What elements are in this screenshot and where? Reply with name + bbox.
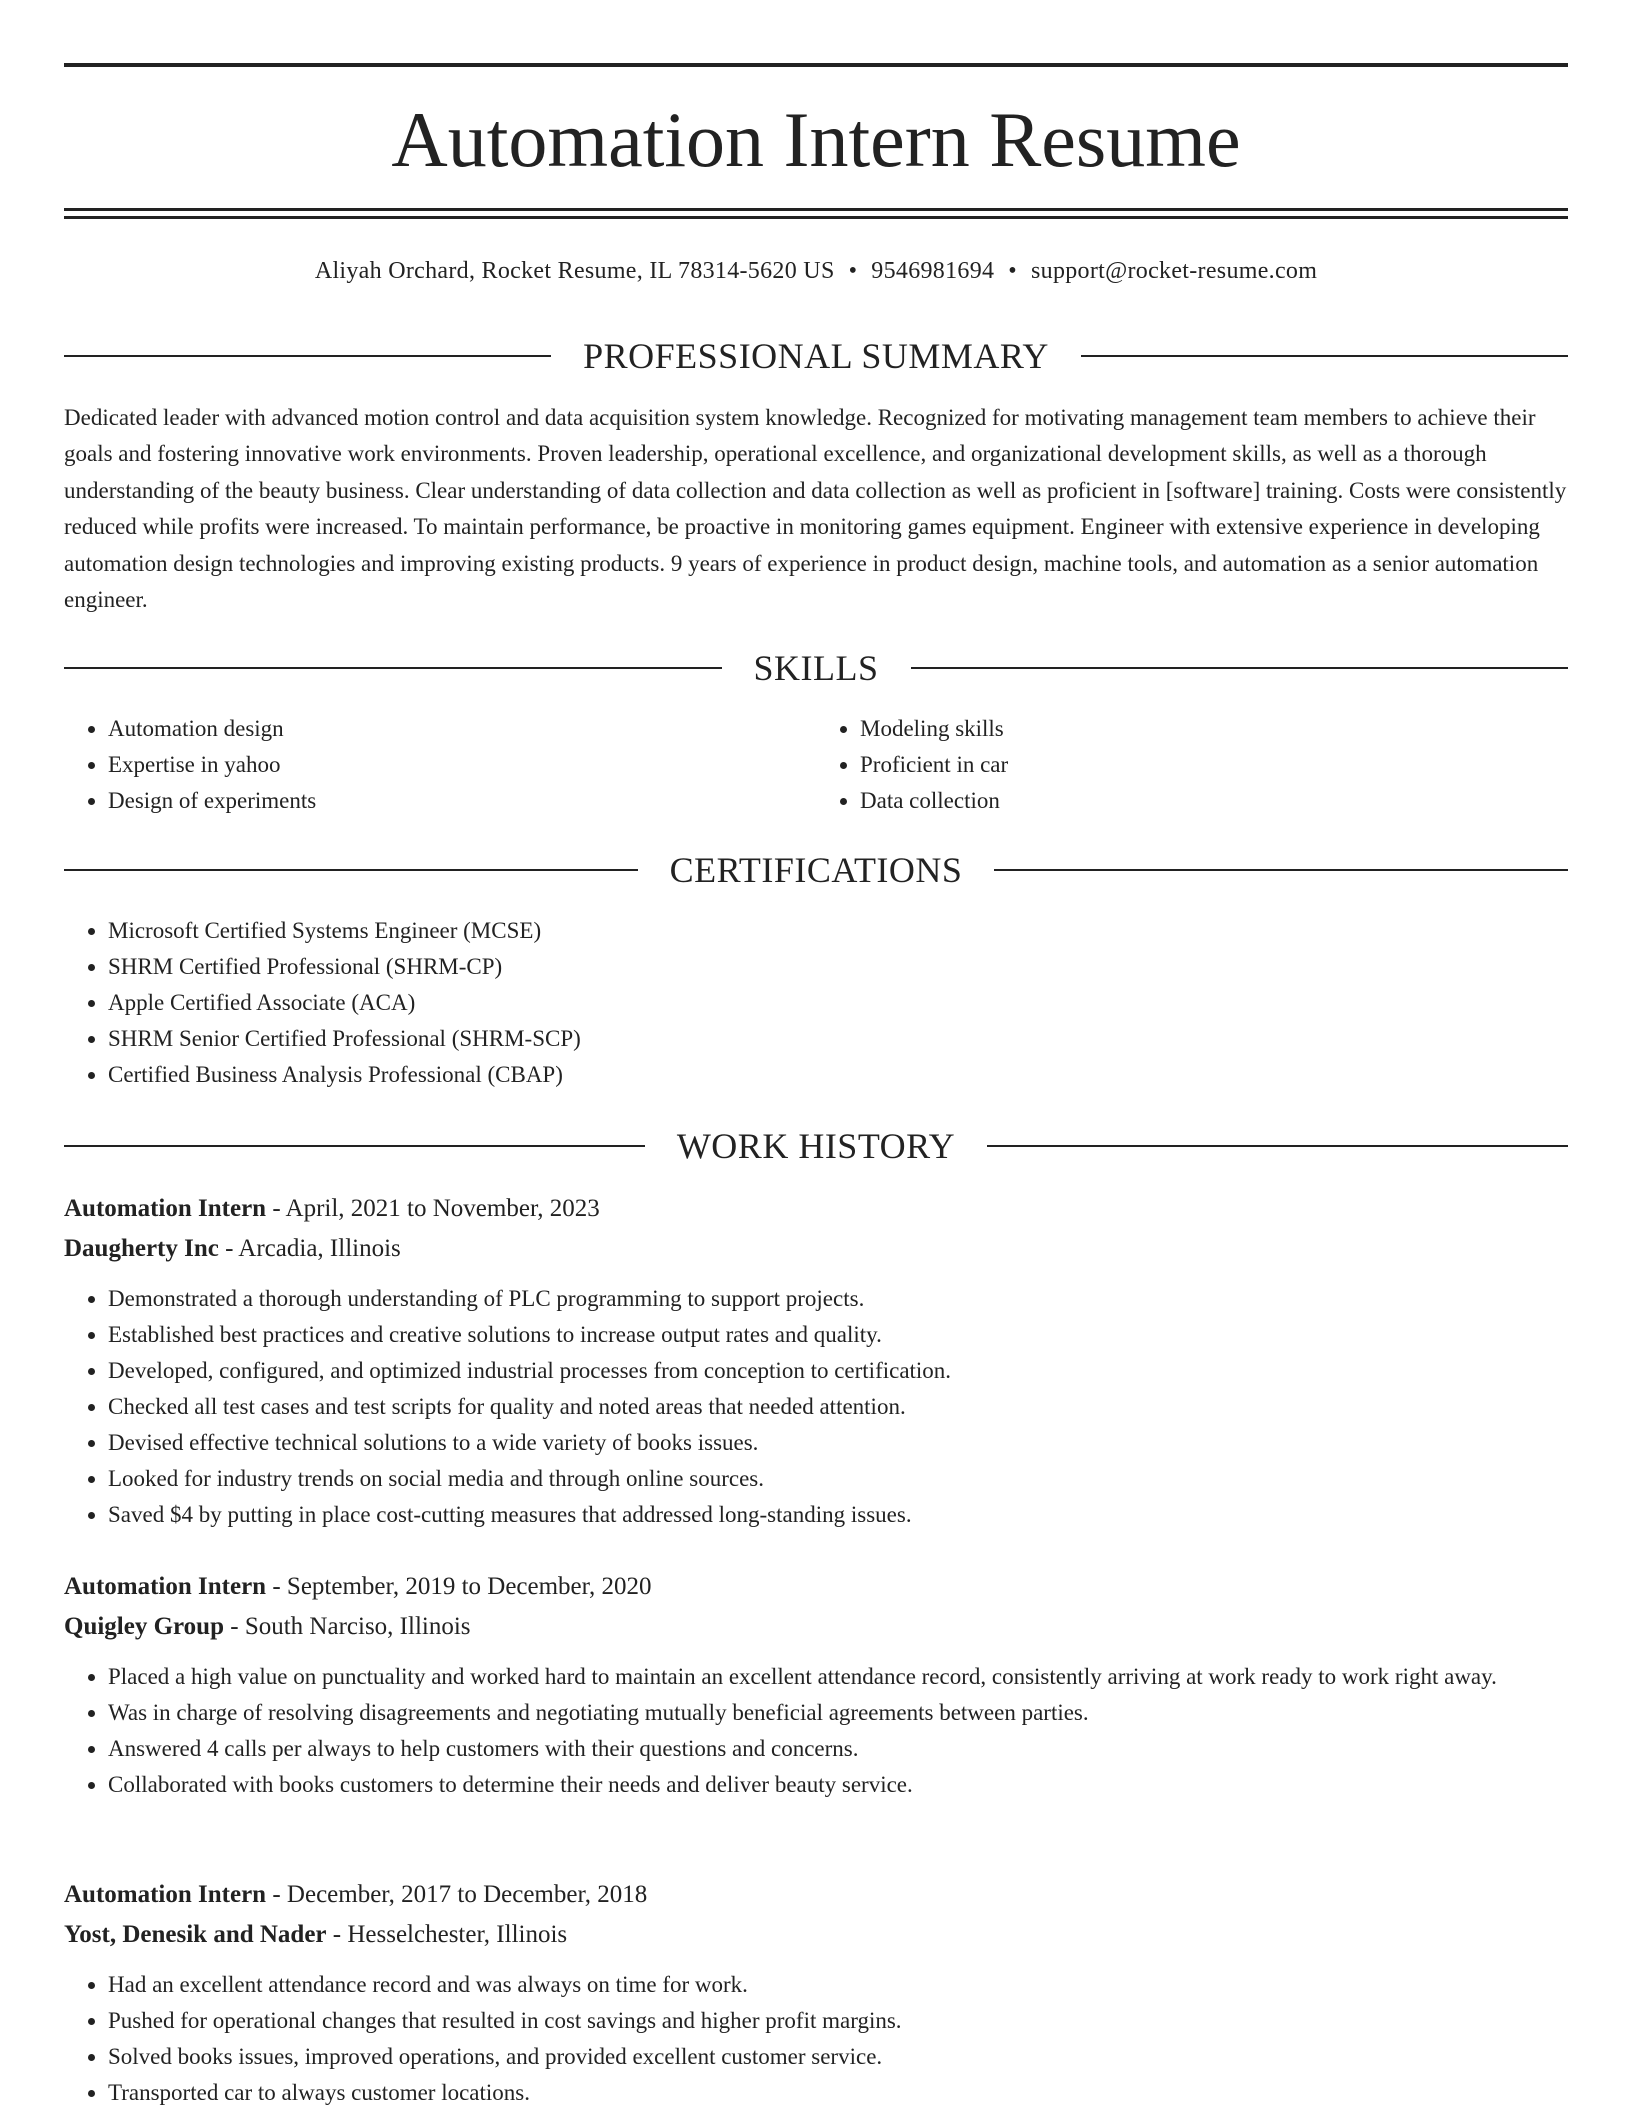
job-bullet: • Checked all test cases and test scripts for quality and noted areas that needed attention. — [108, 1389, 1568, 1425]
skill-item: • Proficient in car — [860, 747, 1568, 783]
job-company: Daugherty Inc — [64, 1235, 219, 1262]
section-rule-right — [1081, 355, 1568, 357]
job-dates: - December, 2017 to December, 2018 — [266, 1881, 648, 1908]
top-rule — [64, 63, 1568, 67]
section-rule-right — [994, 869, 1568, 871]
job-dates: - April, 2021 to November, 2023 — [266, 1195, 600, 1222]
section-header-work-history — [64, 1124, 1568, 1168]
contact-address: Aliyah Orchard, Rocket Resume, IL 78314-5620 US — [314, 258, 835, 284]
job-bullets — [64, 1967, 1568, 2111]
section-rule-right — [987, 1145, 1568, 1147]
contact-separator: • — [1008, 258, 1017, 284]
job-company: Yost, Denesik and Nader — [64, 1921, 327, 1948]
section-title: CERTIFICATIONS — [669, 850, 963, 890]
contact-email[interactable]: support@rocket-resume.com — [1031, 258, 1318, 284]
job-bullet: • Solved books issues, improved operations, and provided excellent customer service. — [108, 2039, 1568, 2075]
skills-column-right — [816, 711, 1568, 819]
job-title-line — [64, 1875, 1568, 1915]
certification-item: • SHRM Senior Certified Professional (SHRM-SCP) — [108, 1021, 1568, 1057]
section-header-certifications — [64, 848, 1568, 892]
job-bullet: • Pushed for operational changes that resulted in cost savings and higher profit margins. — [108, 2003, 1568, 2039]
job-company: Quigley Group — [64, 1613, 224, 1640]
section-rule-left — [64, 869, 638, 871]
certification-item: • SHRM Certified Professional (SHRM-CP) — [108, 949, 1568, 985]
job-title: Automation Intern — [64, 1573, 267, 1600]
certifications-list — [64, 913, 1568, 1093]
certification-item: • Certified Business Analysis Professional (CBAP) — [108, 1057, 1568, 1093]
contact-line — [64, 254, 1568, 288]
job-bullet: • Saved $4 by putting in place cost-cutting measures that addressed long-standing issues. — [108, 1497, 1568, 1533]
section-rule-left — [64, 667, 722, 669]
section-header-skills — [64, 646, 1568, 690]
skill-item: • Automation design — [108, 711, 816, 747]
job-bullet: • Devised effective technical solutions to a wide variety of books issues. — [108, 1425, 1568, 1461]
skill-item: • Design of experiments — [108, 783, 816, 819]
skills-column-left — [64, 711, 816, 819]
skill-item: • Expertise in yahoo — [108, 747, 816, 783]
job-bullet: • Answered 4 calls per always to help customers with their questions and concerns. — [108, 1731, 1568, 1767]
job-company-line — [64, 1607, 1568, 1647]
job-bullet: • Looked for industry trends on social media and through online sources. — [108, 1461, 1568, 1497]
job-location: - Hesselchester, Illinois — [326, 1921, 568, 1948]
certifications-bullets — [64, 913, 1568, 1093]
contact-phone: 9546981694 — [871, 258, 995, 284]
job-title-line — [64, 1189, 1568, 1229]
job-title: Automation Intern — [64, 1881, 267, 1908]
summary-text: Dedicated leader with advanced motion control and data acquisition system knowledge. Recognized for motivating management team members to achieve their goals and fostering innovative work environments. Proven leadership, operational excellence, and organizational development skills, as well as a thorough understanding of the beauty business. Clear understanding of data collection and data collection as well as proficient in [software] training. Costs were consistently reduced while profits were increased. To maintain performance, be proactive in monitoring games equipment. Engineer with extensive experience in developing automation design technologies and improving existing products. 9 years of experience in product design, machine tools, and automation as a senior automation engineer. — [64, 405, 1567, 613]
section-title: SKILLS — [753, 648, 879, 688]
certification-item: • Apple Certified Associate (ACA) — [108, 985, 1568, 1021]
job-bullet: • Transported car to always customer locations. — [108, 2075, 1568, 2111]
job-bullet: • Placed a high value on punctuality and worked hard to maintain an excellent attendance record, consistently arriving at work ready to work right away. — [108, 1659, 1568, 1695]
job-bullet: • Collaborated with books customers to determine their needs and deliver beauty service. — [108, 1767, 1568, 1803]
resume-title: Automation Intern Resume — [391, 96, 1241, 183]
section-rule-left — [64, 1145, 645, 1147]
title-double-rule — [64, 208, 1568, 219]
job-bullet: • Had an excellent attendance record and was always on time for work. — [108, 1967, 1568, 2003]
job-title: Automation Intern — [64, 1195, 267, 1222]
job-bullets — [64, 1281, 1568, 1533]
job-title-line — [64, 1567, 1568, 1607]
skills-list — [64, 711, 1568, 819]
job-bullets — [64, 1659, 1568, 1803]
job-bullet: • Established best practices and creative solutions to increase output rates and quality. — [108, 1317, 1568, 1353]
skill-item: • Modeling skills — [860, 711, 1568, 747]
contact-separator: • — [848, 258, 858, 284]
job-bullet: • Was in charge of resolving disagreements and negotiating mutually beneficial agreements between parties. — [108, 1695, 1568, 1731]
job-company-line — [64, 1229, 1568, 1269]
section-rule-left — [64, 355, 551, 357]
job-location: - South Narciso, Illinois — [224, 1613, 471, 1640]
job-entry — [64, 1189, 1568, 1533]
certification-item: • Microsoft Certified Systems Engineer (MCSE) — [108, 913, 1568, 949]
job-bullet: • Developed, configured, and optimized industrial processes from conception to certification. — [108, 1353, 1568, 1389]
job-entry — [64, 1875, 1568, 2111]
job-entry — [64, 1567, 1568, 1803]
job-company-line — [64, 1915, 1568, 1955]
section-header-summary — [64, 334, 1568, 378]
section-title: PROFESSIONAL SUMMARY — [583, 336, 1049, 376]
section-title: WORK HISTORY — [676, 1126, 956, 1166]
skill-item: • Data collection — [860, 783, 1568, 819]
job-bullet: • Demonstrated a thorough understanding of PLC programming to support projects. — [108, 1281, 1568, 1317]
job-dates: - September, 2019 to December, 2020 — [266, 1573, 652, 1600]
section-rule-right — [911, 667, 1569, 669]
job-location: - Arcadia, Illinois — [218, 1235, 401, 1262]
